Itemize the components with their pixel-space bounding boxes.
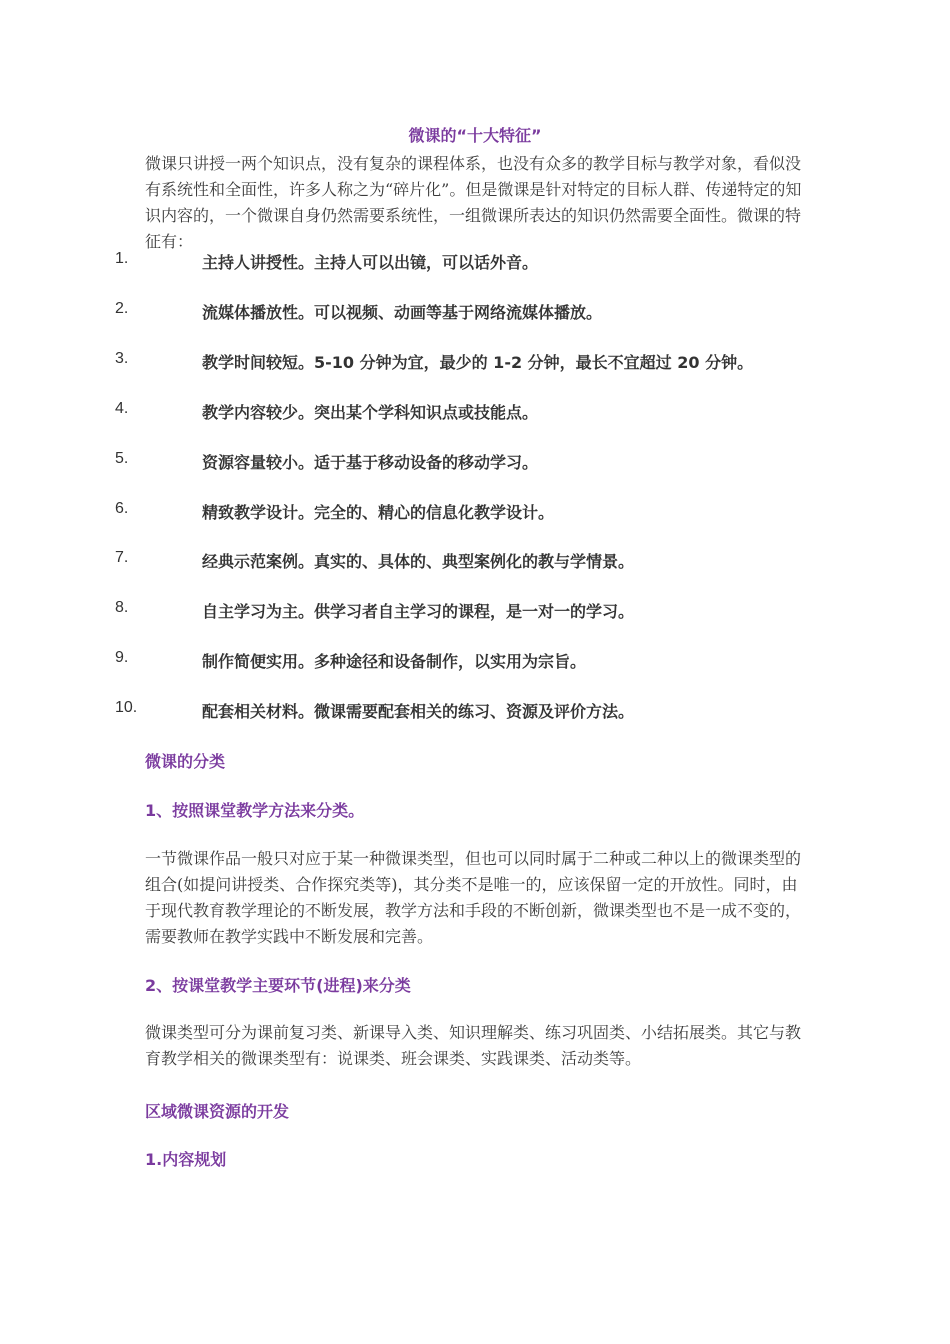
- feature-text: 经典示范案例。真实的、具体的、典型案例化的教与学情景。: [202, 552, 635, 571]
- feature-number: 7.: [115, 549, 129, 566]
- feature-text: 精致教学设计。完全的、精心的信息化教学设计。: [202, 503, 555, 522]
- feature-text: 教学时间较短。5-10 分钟为宜，最少的 1-2 分钟，最长不宜超过 20 分钟。: [202, 353, 754, 372]
- feature-item: [0, 350, 950, 372]
- feature-item: [0, 300, 950, 322]
- feature-item: [0, 649, 950, 671]
- document-title: 微课的“十大特征”: [408, 126, 542, 145]
- feature-item: [0, 500, 950, 522]
- feature-text: 教学内容较少。突出某个学科知识点或技能点。: [202, 403, 539, 422]
- feature-item: [0, 699, 950, 721]
- feature-item: [0, 450, 950, 472]
- feature-text: 配套相关材料。微课需要配套相关的练习、资源及评价方法。: [202, 702, 635, 721]
- feature-number: 6.: [115, 500, 129, 517]
- feature-text: 主持人讲授性。主持人可以出镜，可以话外音。: [202, 253, 539, 272]
- intro-paragraph: 微课只讲授一两个知识点，没有复杂的课程体系，也没有众多的教学目标与教学对象，看似没有系统性和全面性，许多人称之为“碎片化”。但是微课是针对特定的目标人群、传递特定的知识内容的，一个微课自身仍然需要系统性，一组微课所表达的知识仍然需要全面性。微课的特征有：: [145, 154, 802, 251]
- feature-text: 自主学习为主。供学习者自主学习的课程，是一对一的学习。: [202, 602, 635, 621]
- feature-item: [0, 250, 950, 272]
- feature-number: 4.: [115, 400, 129, 417]
- subheading-content-planning: 1.内容规划: [145, 1150, 227, 1169]
- feature-number: 2.: [115, 300, 129, 317]
- feature-text: 制作简便实用。多种途径和设备制作，以实用为宗旨。: [202, 652, 587, 671]
- feature-item: [0, 549, 950, 571]
- feature-number: 3.: [115, 350, 129, 367]
- feature-text: 资源容量较小。适于基于移动设备的移动学习。: [202, 453, 539, 472]
- feature-number: 10.: [115, 699, 138, 716]
- feature-item: [0, 400, 950, 422]
- feature-number: 9.: [115, 649, 129, 666]
- feature-item: [0, 599, 950, 621]
- section-heading-classification: 微课的分类: [145, 752, 226, 771]
- feature-number: 8.: [115, 599, 129, 616]
- paragraph-teaching-process: 微课类型可分为课前复习类、新课导入类、知识理解类、练习巩固类、小结拓展类。其它与教育教学相关的微课类型有：说课类、班会课类、实践课类、活动类等。: [145, 1023, 802, 1068]
- subheading-teaching-process: 2、按课堂教学主要环节(进程)来分类: [145, 976, 411, 995]
- subheading-teaching-method: 1、按照课堂教学方法来分类。: [145, 801, 365, 820]
- feature-number: 5.: [115, 450, 129, 467]
- feature-number: 1.: [115, 250, 129, 267]
- section-heading-development: 区域微课资源的开发: [145, 1102, 290, 1121]
- feature-text: 流媒体播放性。可以视频、动画等基于网络流媒体播放。: [202, 303, 603, 322]
- paragraph-teaching-method: 一节微课作品一般只对应于某一种微课类型，但也可以同时属于二种或二种以上的微课类型的组合(如提问讲授类、合作探究类等)，其分类不是唯一的，应该保留一定的开放性。同时，由于现代教育教学理论的不断发展，教学方法和手段的不断创新，微课类型也不是一成不变的，需要教师在教学实践中不断发展和完善。: [145, 849, 802, 946]
